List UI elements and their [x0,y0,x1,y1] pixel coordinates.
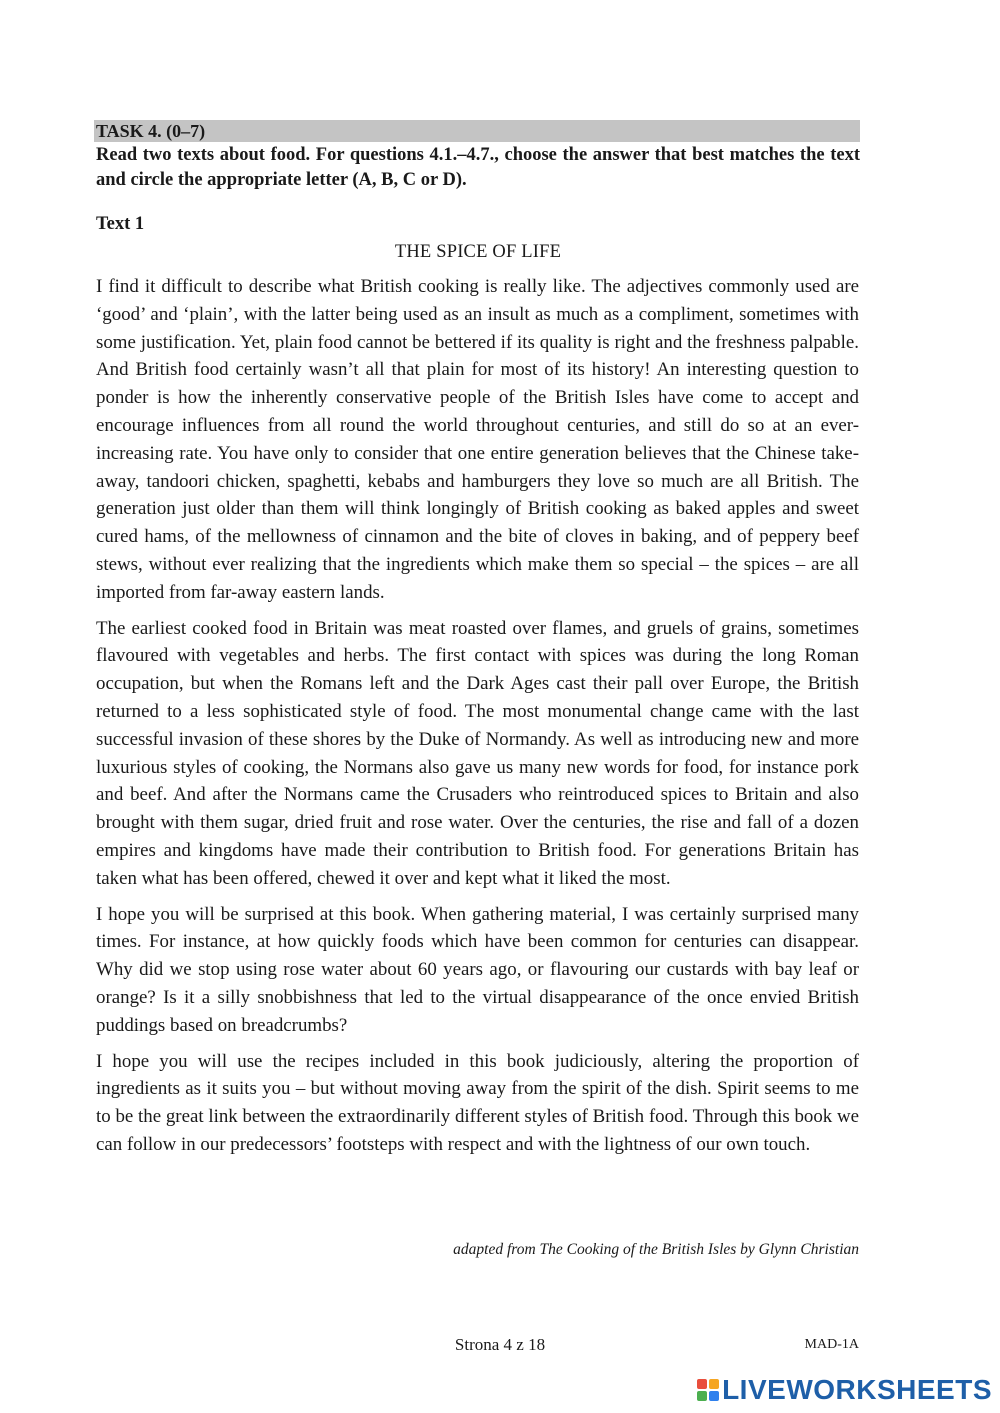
article-paragraph-4: I hope you will use the recipes included in this book judiciously, altering the proportion of ingredients as it suits you – but without moving away from the spirit of the dish. Spirit seems to me to be the great link between the extraordinarily different styles of British food. Through this book we can follow in our predecessors’ footsteps with respect and with the lightness of our own touch. [96,1050,859,1155]
article-source: adapted from The Cooking of the British Isles by Glynn Christian [453,1241,859,1258]
article-paragraph-2: The earliest cooked food in Britain was meat roasted over flames, and gruels of grains, sometimes flavoured with vegetables and herbs. The first contact with spices was during the long Roman occupation, but when the Romans left and the Dark Ages cast their pall over Europe, the British returned to a less sophisticated style of food. The most monumental change came with the last successful invasion of these shores by the Duke of Normandy. As well as introducing new and more luxurious styles of cooking, the Normans also gave us many new words for food, for instance pork and beef. And after the Normans came the Crusaders who reintroduced spices to Britain and also brought with them sugar, dried fruit and rose water. Over the centuries, the rise and fall of a dozen empires and kingdoms have made their contribution to British food. For generations Britain has taken what has been offered, chewed it over and kept what it liked the most. [96,617,859,889]
liveworksheets-watermark [697,1373,992,1407]
exam-code: MAD-1A [804,1337,859,1352]
article-paragraph-1: I find it difficult to describe what British cooking is really like. The adjectives commonly used are ‘good’ and ‘plain’, with the latter being used as an insult as much as a compliment, sometimes with some justification. Yet, plain food cannot be bettered if its quality is right and the freshness palpable. And British food certainly wasn’t all that plain for most of its history! An interesting question to ponder is how the inherently conservative people of the British Isles have come to accept and encourage influences from all round the world throughout centuries, and still do so at an ever-increasing rate. You have only to consider that one entire generation believes that the Chinese take-away, tandoori chicken, spaghetti, kebabs and hamburgers they love so much are all British. The generation just older than them will think longingly of British cooking as baked apples and sweet cured hams, of the mellowness of cinnamon and the bite of cloves in baking, and of peppery beef stews, without ever realizing that the ingredients which make them so special – the spices – are all imported from far-away eastern lands. [96,276,859,603]
liveworksheets-logo-icon [697,1379,719,1401]
watermark-text: LIVEWORKSHEETS [722,1374,992,1405]
article-paragraph-3: I hope you will be surprised at this book. When gathering material, I was certainly surprised many times. For instance, at how quickly foods which have been common for centuries can disappear. Why did we stop using rose water about 60 years ago, or flavouring our custards with bay leaf or orange? Is it a silly snobbishness that led to the virtual disappearance of the once envied British puddings based on breadcrumbs? [96,903,859,1036]
task-header-bar [94,120,860,142]
page-number: Strona 4 z 18 [454,1335,546,1354]
logo-square [697,1391,707,1401]
logo-square [709,1379,719,1389]
article-body [96,273,859,1167]
logo-square [697,1379,707,1389]
article-title: THE SPICE OF LIFE [394,242,562,262]
logo-square [709,1391,719,1401]
task-title: TASK 4. (0–7) [96,121,206,141]
task-instructions: Read two texts about food. For questions 4.1.–4.7., choose the answer that best matches the text and circle the appropriate letter (A, B, C or D). [96,145,860,190]
text-label: Text 1 [96,214,145,234]
